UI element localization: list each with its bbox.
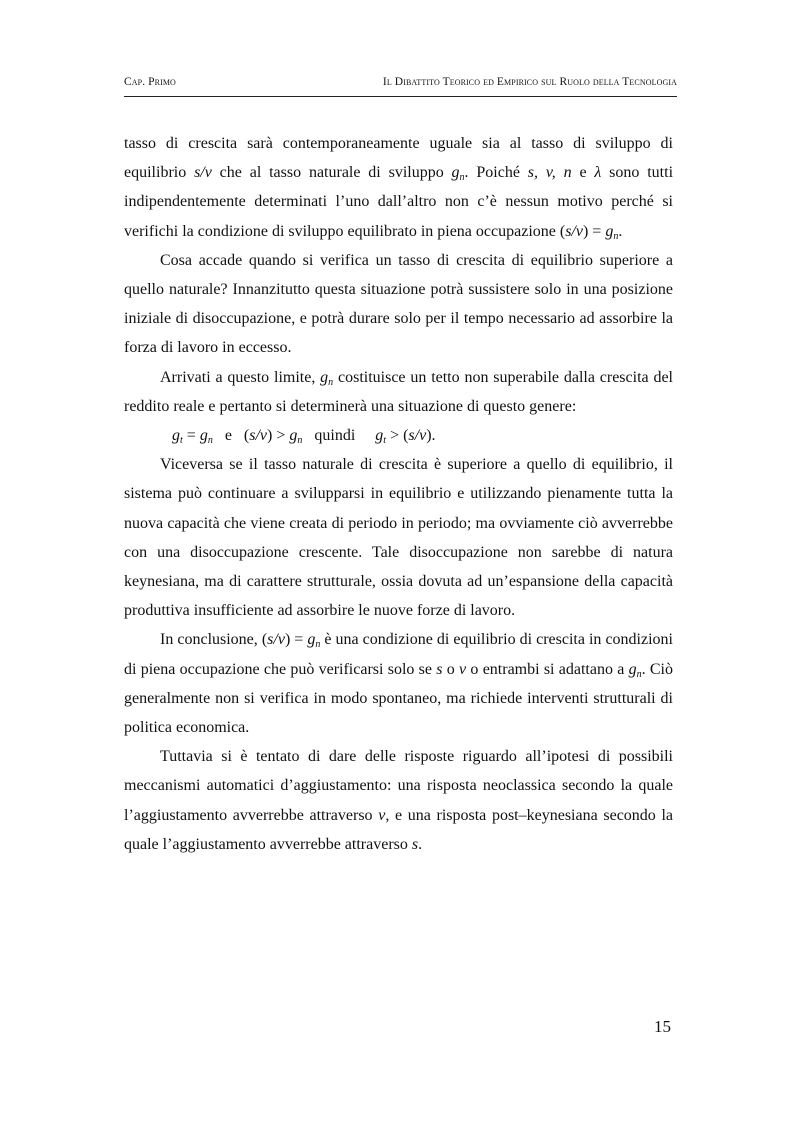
text-run: . Ciò generalmente non si verifica in modo spontaneo, ma richiede interventi strutturali di politica economica. xyxy=(124,660,673,737)
text-run: che al tasso naturale di sviluppo xyxy=(211,164,452,182)
math-op: e ( xyxy=(212,427,250,445)
math-subscript: n xyxy=(328,376,334,388)
text-run: tasso di crescita sarà contemporaneamente uguale sia al tasso di sviluppo di equilibrio xyxy=(124,135,673,182)
paragraph-5 xyxy=(124,625,673,742)
math-subscript: n xyxy=(613,230,619,242)
header-chapter: Cap. Primo xyxy=(124,76,176,88)
text-run: In conclusione, ( xyxy=(160,631,268,649)
text-run: o entrambi si adattano a xyxy=(466,660,629,678)
text-run: e xyxy=(571,164,595,182)
text-run: . Poiché xyxy=(464,164,528,182)
text-run: sono tutti indipendentemente determinati l’uno dall’altro non c’è nessun motivo perché si verifichi la condizione di sviluppo equilibrato in piena occupazione ( xyxy=(124,164,674,240)
running-header xyxy=(124,76,677,96)
math-var: g xyxy=(199,427,208,445)
math-var: s/v xyxy=(565,222,583,240)
header-title: Il Dibattito Teorico ed Empirico sul Ruolo della Tecnologia xyxy=(382,76,677,88)
text-run: è una condizione di equilibrio di crescita in condizioni di piena occupazione che può verificarsi solo se xyxy=(124,631,673,678)
math-var: s xyxy=(436,660,443,678)
math-subscript: t xyxy=(180,435,183,447)
math-var: s, v, n xyxy=(527,164,572,182)
paragraph-2: Cosa accade quando si verifica un tasso di crescita di equilibrio superiore a quello naturale? Innanzitutto questa situazione potrà sussistere solo in una posizione iniziale di disoccupazione, e potrà durare solo per il tempo necessario ad assorbire la forza di lavoro in eccesso. xyxy=(124,251,673,357)
text-run: o xyxy=(442,660,460,678)
math-var: s/v xyxy=(408,427,427,445)
paragraph-6 xyxy=(124,742,673,859)
math-var: λ xyxy=(594,164,602,182)
text-run: ) = xyxy=(284,631,308,649)
math-var: s/v xyxy=(267,631,285,649)
math-op: > ( xyxy=(386,427,409,445)
text-run: ) = xyxy=(582,222,606,240)
text-run: costituisce un tetto non superabile dalla crescita del reddito reale e pertanto si determinerà una situazione di questo genere: xyxy=(124,368,674,415)
paragraph-3 xyxy=(124,363,673,421)
text-run: Arrivati a questo limite, xyxy=(160,368,321,386)
math-subscript: n xyxy=(315,639,321,651)
math-var: v xyxy=(459,660,467,678)
math-var: g xyxy=(320,368,329,386)
math-var: s/v xyxy=(249,427,268,445)
math-op: ) > xyxy=(267,427,290,445)
math-var: s/v xyxy=(194,164,212,182)
math-subscript: t xyxy=(383,435,387,447)
math-var: s xyxy=(411,835,419,853)
math-var: g xyxy=(605,222,614,240)
text-run: , e una risposta post–keynesiana secondo la quale l’aggiustamento avverrebbe attraverso xyxy=(124,806,673,853)
formula-line xyxy=(124,421,673,450)
math-var: g xyxy=(375,427,384,445)
math-op: quindi xyxy=(302,427,376,445)
math-op: = xyxy=(182,427,200,445)
paragraph-4: Viceversa se il tasso naturale di crescita è superiore a quello di equilibrio, il sistema può continuare a svilupparsi in equilibrio e utilizzando pienamente tutta la nuova capacità che viene creata di periodo in periodo; ma ovviamente ciò avverrebbe con una disoccupazione crescente. Tale disoccupazione non sarebbe di natura keynesiana, ma di carattere strutturale, ossia dovuta ad un’espansione della capacità produttiva insufficiente ad assorbire le nuove forze di lavoro. xyxy=(124,456,673,620)
math-op: ). xyxy=(426,427,436,445)
math-subscript: n xyxy=(297,435,303,447)
math-var: v xyxy=(378,806,386,824)
body-text xyxy=(124,129,673,859)
text-run: Tuttavia si è tentato di dare delle risposte riguardo all’ipotesi di possibili meccanismi automatici d’aggiustamento: una risposta neoclassica secondo la quale l’aggiustamento avverrebbe attraverso xyxy=(124,748,673,824)
math-var: g xyxy=(451,164,460,182)
math-var: g xyxy=(172,427,180,445)
math-subscript: n xyxy=(636,668,642,680)
math-var: g xyxy=(628,660,637,678)
math-subscript: n xyxy=(207,435,213,447)
text-run: . xyxy=(418,835,423,853)
text-run: . xyxy=(618,222,623,240)
paragraph-1 xyxy=(124,129,673,246)
math-var: g xyxy=(289,427,298,445)
math-var: g xyxy=(307,631,316,649)
math-subscript: n xyxy=(459,172,465,184)
page-number: 15 xyxy=(654,1017,671,1036)
header-rule xyxy=(124,96,677,97)
